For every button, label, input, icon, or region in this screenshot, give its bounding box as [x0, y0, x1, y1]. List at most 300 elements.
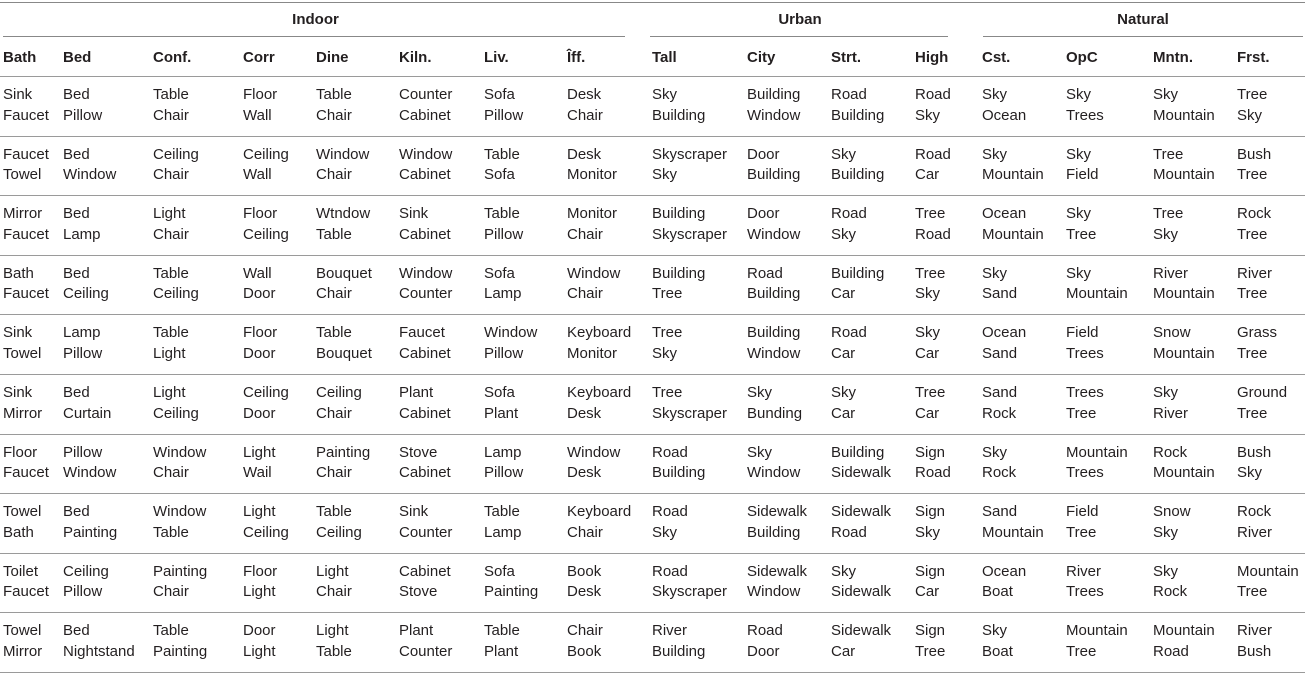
cell-label: Cabinet — [399, 166, 451, 184]
table-cell — [399, 85, 452, 126]
cell-label: Counter — [399, 86, 453, 103]
table-cell — [153, 323, 189, 364]
cell-label: Car — [831, 404, 856, 422]
group-header-natural: Natural — [1117, 11, 1169, 28]
cell-label: Road — [652, 562, 688, 580]
cell-label: Lamp — [484, 285, 522, 303]
cell-label: Tree — [1237, 344, 1268, 362]
table-cell — [1066, 443, 1128, 484]
table-cell — [1153, 204, 1183, 245]
row-divider — [0, 672, 1305, 673]
cell-label: Door — [243, 622, 276, 640]
cell-label: Faucet — [399, 324, 445, 342]
table-cell — [243, 443, 276, 484]
table-cell — [153, 204, 189, 245]
table-cell — [3, 621, 42, 662]
cell-label: Door — [747, 205, 780, 223]
cell-label: Light — [243, 583, 276, 601]
table-cell — [982, 145, 1044, 186]
cell-label: Chair — [316, 285, 352, 303]
cell-label: Sky — [982, 622, 1008, 640]
cell-label: Painting — [153, 562, 208, 580]
cell-label: Window — [399, 145, 453, 163]
table-cell — [1153, 383, 1188, 424]
table-cell — [567, 145, 617, 186]
table-cell — [484, 323, 537, 364]
table-cell — [1153, 85, 1215, 126]
table-cell — [747, 145, 800, 186]
table-cell — [316, 383, 362, 424]
table-cell — [831, 204, 867, 245]
table-cell — [747, 621, 783, 662]
cell-label: Field — [1066, 503, 1099, 521]
cell-label: Faucet — [3, 285, 49, 303]
table-cell — [915, 562, 945, 603]
table-cell — [399, 145, 452, 186]
cell-label: Sky — [831, 384, 857, 401]
cell-label: Bush — [1237, 145, 1272, 163]
cell-label: Tree — [1066, 523, 1097, 541]
cell-label: Sky — [1066, 205, 1092, 223]
cell-label: Sink — [399, 205, 429, 223]
table-cell — [982, 562, 1026, 603]
cell-label: Table — [153, 622, 189, 640]
table-cell — [153, 264, 199, 305]
cell-label: Window — [153, 443, 207, 461]
table-cell — [63, 621, 135, 662]
cell-label: Ocean — [982, 205, 1027, 223]
cell-label: Mirror — [3, 205, 43, 223]
cell-label: Light — [243, 642, 276, 660]
row-divider — [0, 136, 1305, 137]
cell-label: Table — [484, 145, 520, 163]
cell-label: Sky — [831, 145, 857, 163]
column-header: Kiln. — [399, 49, 432, 66]
cell-label: Sky — [1153, 86, 1179, 103]
cell-label: Painting — [63, 523, 118, 541]
cell-label: Sidewalk — [831, 503, 892, 521]
table-cell — [243, 264, 276, 305]
cell-label: Road — [747, 264, 783, 282]
table-cell — [831, 562, 891, 603]
cell-label: Towel — [3, 622, 42, 640]
cell-label: Sofa — [484, 86, 515, 103]
cell-label: Mountain — [1153, 166, 1215, 184]
table-cell — [243, 502, 289, 543]
cell-label: Sky — [982, 145, 1008, 163]
cell-label: Ocean — [982, 106, 1027, 124]
cell-label: River — [1066, 562, 1102, 580]
cell-label: Window — [63, 166, 117, 184]
table-cell — [747, 562, 807, 603]
cell-label: Bunding — [747, 404, 803, 422]
cell-label: Bed — [63, 205, 90, 223]
table-cell — [567, 383, 631, 424]
cell-label: River — [1153, 264, 1189, 282]
table-cell — [316, 204, 370, 245]
cell-label: Plant — [484, 404, 519, 422]
cell-label: Bed — [63, 264, 90, 282]
row-divider — [0, 374, 1305, 375]
row-divider — [0, 434, 1305, 435]
cell-label: Door — [243, 285, 276, 303]
table-cell — [652, 502, 688, 543]
cell-label: Cabinet — [399, 225, 451, 243]
table-cell — [652, 204, 727, 245]
cell-label: Cabinet — [399, 344, 451, 362]
cell-label: Ceiling — [63, 285, 109, 303]
table-cell — [1237, 621, 1272, 662]
table-cell — [567, 562, 601, 603]
column-header: Conf. — [153, 49, 192, 66]
table-cell — [1153, 264, 1215, 305]
cell-label: Desk — [567, 583, 602, 601]
cell-label: Towel — [3, 344, 42, 362]
cell-label: Window — [747, 464, 801, 482]
table-cell — [652, 264, 705, 305]
cell-label: Ceiling — [316, 384, 362, 401]
table-cell — [982, 383, 1017, 424]
cell-label: Towel — [3, 503, 42, 521]
table-cell — [484, 443, 523, 484]
table-cell — [1237, 562, 1299, 603]
table-cell — [915, 502, 945, 543]
cell-label: Faucet — [3, 225, 49, 243]
cell-label: Ceiling — [153, 285, 199, 303]
cell-label: Tree — [1066, 225, 1097, 243]
cell-label: Cabinet — [399, 464, 451, 482]
cell-label: Rock — [982, 464, 1017, 482]
cell-label: Table — [316, 642, 352, 660]
cell-label: Table — [484, 205, 520, 223]
table-cell — [3, 443, 49, 484]
cell-label: Mountain — [1153, 622, 1215, 640]
cell-label: Road — [747, 622, 783, 640]
cell-label: Sky — [915, 324, 941, 342]
cell-label: Table — [153, 324, 189, 342]
cell-label: Nightstand — [63, 642, 135, 660]
table-cell — [982, 204, 1044, 245]
cell-label: Faucet — [3, 145, 49, 163]
cell-label: Road — [652, 503, 688, 521]
cell-label: Floor — [243, 86, 278, 103]
cell-label: Sky — [831, 562, 857, 580]
cell-label: Building — [747, 324, 801, 342]
cell-label: Book — [567, 642, 602, 660]
header-rule — [0, 76, 1305, 77]
cell-label: Window — [747, 583, 801, 601]
table-cell — [484, 264, 522, 305]
cell-label: Road — [831, 523, 867, 541]
table-cell — [316, 145, 369, 186]
cell-label: Tree — [652, 384, 683, 401]
cell-label: Chair — [153, 166, 189, 184]
table-cell — [153, 621, 207, 662]
cell-label: Sink — [3, 324, 33, 342]
cell-label: Pillow — [63, 106, 103, 124]
cell-label: Keyboard — [567, 384, 632, 401]
cell-label: Sky — [652, 344, 678, 362]
cell-label: Building — [747, 523, 801, 541]
cell-label: Table — [153, 264, 189, 282]
cell-label: Bush — [1237, 443, 1272, 461]
cell-label: Sky — [982, 86, 1008, 103]
row-divider — [0, 612, 1305, 613]
cell-label: Sky — [915, 523, 941, 541]
cell-label: Sign — [915, 622, 946, 640]
cell-label: Chair — [567, 225, 603, 243]
cell-label: Bed — [63, 503, 90, 521]
table-cell — [915, 264, 945, 305]
table-cell — [747, 383, 802, 424]
cell-label: Ocean — [982, 324, 1027, 342]
table-cell — [153, 443, 206, 484]
cell-label: Ceiling — [63, 562, 109, 580]
cell-label: Sofa — [484, 384, 515, 401]
table-cell — [243, 562, 277, 603]
table-cell — [3, 85, 49, 126]
cell-label: Painting — [484, 583, 539, 601]
table-cell — [1066, 85, 1104, 126]
column-header: Dine — [316, 49, 349, 66]
table-cell — [484, 562, 538, 603]
cell-label: Building — [652, 106, 706, 124]
table-cell — [484, 383, 518, 424]
table-cell — [63, 145, 116, 186]
cell-label: Table — [484, 622, 520, 640]
cell-label: Sand — [982, 384, 1018, 401]
cell-label: Sidewalk — [831, 464, 892, 482]
cell-label: Mountain — [982, 523, 1044, 541]
table-cell — [831, 264, 884, 305]
cell-label: Wtndow — [316, 205, 371, 223]
table-cell — [1066, 562, 1104, 603]
cell-label: Bush — [1237, 642, 1272, 660]
cell-label: Table — [316, 225, 352, 243]
cell-label: Bed — [63, 622, 90, 640]
table-cell — [399, 204, 451, 245]
cell-label: Wail — [243, 464, 272, 482]
table-cell — [153, 383, 199, 424]
cell-label: Window — [63, 464, 117, 482]
column-header: Bath — [3, 49, 37, 66]
cell-label: Bed — [63, 384, 90, 401]
cell-label: Building — [747, 86, 801, 103]
cell-label: Field — [1066, 324, 1099, 342]
table-cell — [915, 85, 951, 126]
table-cell — [399, 383, 451, 424]
table-cell — [915, 443, 951, 484]
cell-label: Building — [831, 106, 885, 124]
cell-label: Window — [567, 264, 621, 282]
cell-label: Trees — [1066, 106, 1104, 124]
cell-label: Table — [316, 324, 352, 342]
cell-label: Light — [243, 443, 276, 461]
table-cell — [1066, 621, 1128, 662]
column-header: Cst. — [982, 49, 1011, 66]
table-cell — [567, 323, 631, 364]
cell-label: Ground — [1237, 384, 1288, 401]
cell-label: Sign — [915, 503, 946, 521]
cell-label: Door — [747, 642, 780, 660]
cell-label: Door — [747, 145, 780, 163]
cell-label: Sky — [915, 285, 941, 303]
table-cell — [1237, 383, 1287, 424]
cell-label: Tree — [1237, 583, 1268, 601]
table-cell — [484, 145, 520, 186]
cell-label: Tree — [1237, 166, 1268, 184]
cell-label: Ceiling — [243, 384, 289, 401]
cell-label: Sky — [831, 225, 857, 243]
cell-label: Tree — [915, 205, 946, 223]
cell-label: Pillow — [484, 106, 524, 124]
cell-label: Building — [747, 285, 801, 303]
cell-label: Sofa — [484, 562, 515, 580]
column-header: Corr — [243, 49, 275, 66]
cell-label: Rock — [1153, 583, 1188, 601]
cell-label: Chair — [567, 285, 603, 303]
cell-label: Road — [915, 225, 951, 243]
cell-label: Chair — [316, 464, 352, 482]
cell-label: Sidewalk — [831, 583, 892, 601]
table-cell — [3, 204, 49, 245]
table-cell — [915, 204, 951, 245]
cell-label: Plant — [399, 622, 434, 640]
table-cell — [63, 383, 111, 424]
table-cell — [3, 562, 49, 603]
cell-label: Monitor — [567, 166, 618, 184]
table-cell — [652, 383, 727, 424]
group-rule-indoor — [3, 36, 625, 37]
table-cell — [3, 323, 41, 364]
table-cell — [63, 562, 109, 603]
cell-label: Pillow — [484, 464, 524, 482]
table-cell — [3, 502, 41, 543]
cell-label: Pillow — [63, 344, 103, 362]
cell-label: Sky — [652, 523, 678, 541]
cell-label: Table — [316, 503, 352, 521]
cell-label: Light — [153, 205, 186, 223]
table-cell — [63, 323, 102, 364]
cell-label: Floor — [243, 205, 278, 223]
cell-label: Lamp — [63, 225, 101, 243]
cell-label: Snow — [1153, 324, 1191, 342]
table-cell — [316, 621, 352, 662]
table-cell — [831, 323, 867, 364]
cell-label: Chair — [316, 166, 352, 184]
cell-label: Window — [747, 344, 801, 362]
cell-label: Mountain — [1153, 106, 1215, 124]
table-cell — [831, 145, 884, 186]
cell-label: Field — [1066, 166, 1099, 184]
cell-label: Tree — [1237, 225, 1268, 243]
cell-label: Rock — [1237, 503, 1272, 521]
cell-label: Building — [831, 264, 885, 282]
cell-label: Mountain — [1153, 344, 1215, 362]
table-cell — [153, 85, 189, 126]
cell-label: Monitor — [567, 344, 618, 362]
cell-label: Pillow — [484, 225, 524, 243]
table-cell — [1066, 323, 1104, 364]
cell-label: Bath — [3, 523, 34, 541]
cell-label: Painting — [316, 443, 371, 461]
cell-label: Tree — [652, 285, 683, 303]
table-cell — [63, 264, 109, 305]
table-cell — [484, 621, 520, 662]
cell-label: Ceiling — [243, 523, 289, 541]
table-cell — [1153, 562, 1187, 603]
table-cell — [567, 621, 603, 662]
group-header-indoor: Indoor — [292, 11, 339, 28]
table-cell — [915, 323, 940, 364]
cell-label: Sink — [3, 384, 33, 401]
table-cell — [3, 264, 49, 305]
table-cell — [399, 443, 451, 484]
cell-label: Ceiling — [153, 404, 199, 422]
cell-label: Bouquet — [316, 264, 372, 282]
cell-label: Lamp — [484, 523, 522, 541]
table-cell — [652, 323, 682, 364]
cell-label: Stove — [399, 443, 438, 461]
cell-label: Chair — [153, 583, 189, 601]
cell-label: Chair — [153, 106, 189, 124]
cell-label: Trees — [1066, 344, 1104, 362]
table-cell — [399, 562, 451, 603]
cell-label: Window — [484, 324, 538, 342]
cell-label: Tree — [915, 384, 946, 401]
cell-label: Faucet — [3, 464, 49, 482]
cell-label: River — [1237, 523, 1273, 541]
cell-label: Boat — [982, 583, 1013, 601]
table-cell — [1237, 323, 1277, 364]
table-cell — [1237, 264, 1272, 305]
cell-label: Sidewalk — [831, 622, 892, 640]
column-header: High — [915, 49, 949, 66]
cell-label: Floor — [3, 443, 38, 461]
cell-label: Building — [831, 166, 885, 184]
cell-label: Mountain — [1066, 285, 1128, 303]
table-cell — [399, 323, 451, 364]
cell-label: Table — [316, 86, 352, 103]
cell-label: Road — [831, 324, 867, 342]
column-header: Liv. — [484, 49, 509, 66]
cell-label: Faucet — [3, 106, 49, 124]
table-cell — [915, 383, 945, 424]
cell-label: Road — [915, 464, 951, 482]
table-cell — [1153, 443, 1215, 484]
table-cell — [153, 145, 199, 186]
cell-label: Mountain — [982, 225, 1044, 243]
table-cell — [1237, 502, 1272, 543]
cell-label: Chair — [316, 404, 352, 422]
cell-label: Mountain — [982, 166, 1044, 184]
cell-label: Painting — [153, 642, 208, 660]
cell-label: Wall — [243, 166, 272, 184]
cell-label: Tree — [1153, 145, 1184, 163]
cell-label: Skyscraper — [652, 225, 728, 243]
cell-label: Sand — [982, 503, 1018, 521]
table-cell — [1153, 145, 1215, 186]
cell-label: Car — [915, 583, 940, 601]
cell-label: Window — [747, 225, 801, 243]
cell-label: Chair — [567, 523, 603, 541]
table-cell — [399, 621, 452, 662]
table-cell — [567, 85, 603, 126]
table-cell — [243, 145, 289, 186]
cell-label: Faucet — [3, 583, 49, 601]
group-rule-urban — [650, 36, 948, 37]
cell-label: Stove — [399, 583, 438, 601]
